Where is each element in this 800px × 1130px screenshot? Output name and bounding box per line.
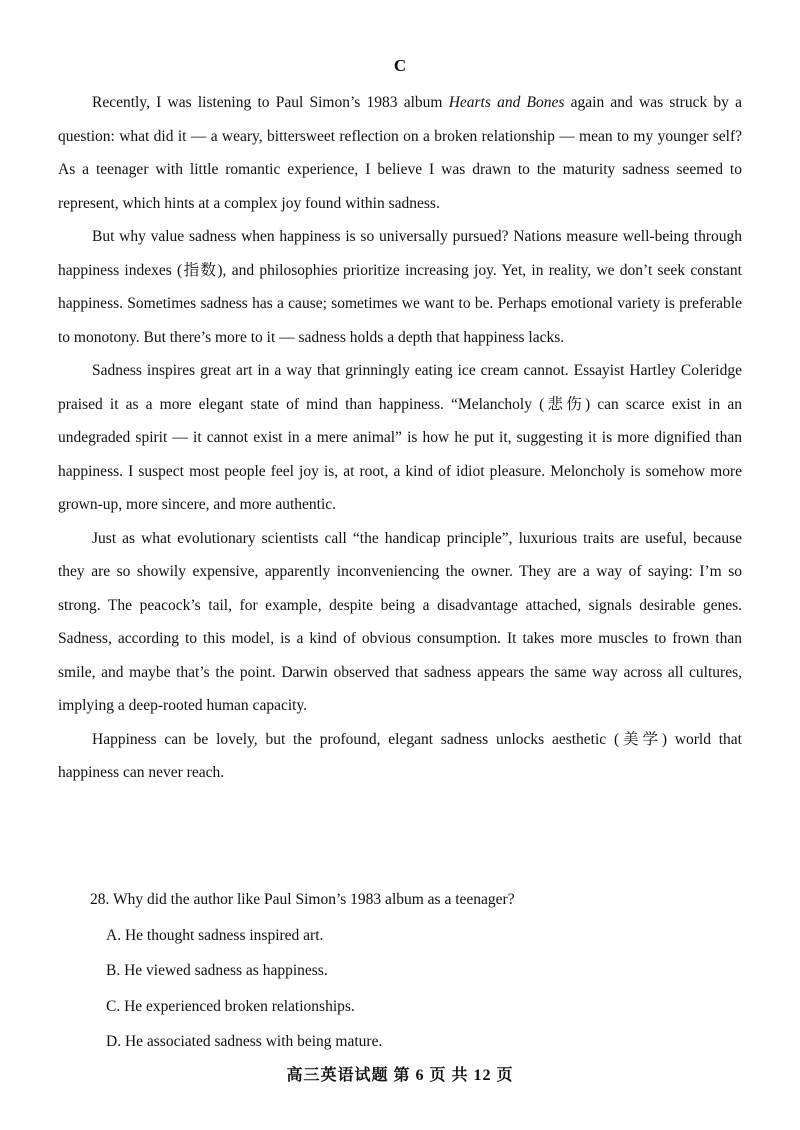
option-a: A. He thought sadness inspired art. (106, 926, 324, 944)
section-heading: C (393, 56, 407, 75)
album-title: Hearts and Bones (448, 94, 565, 111)
paragraph-3: Sadness inspires great art in a way that grinningly eating ice cream cannot. Essayist Hartley Coleridge praised it as a more elegant state of mind than happiness. “Melancholy (悲伤) can scarce exist in an undegraded spirit — it cannot exist in a mere animal” is how he put it, suggesting it is more dignified than happiness. I suspect most people feel joy is, at root, a kind of idiot pleasure. Meloncholy is somehow more grown-up, more sincere, and more authentic. (58, 362, 742, 513)
paragraph-2: But why value sadness when happiness is so universally pursued? Nations measure well-being through happiness indexes (指数), and philosophies prioritize increasing joy. Yet, in reality, we don’t seek constant happiness. Sometimes sadness has a cause; sometimes we want to be. Perhaps emotional variety is preferable to monotony. But there’s more to it — sadness holds a depth that happiness lacks. (58, 228, 742, 346)
reading-passage (58, 86, 742, 790)
option-c: C. He experienced broken relationships. (106, 997, 355, 1015)
paragraph-4: Just as what evolutionary scientists call “the handicap principle”, luxurious traits are useful, because they are so showily expensive, apparently inconveniencing the owner. They are a way of saying: I’m so strong. The peacock’s tail, for example, despite being a disadvantage attached, signals desirable genes. Sadness, according to this model, is a kind of obvious consumption. It takes more muscles to frown than smile, and maybe that’s the point. Darwin observed that sadness appears the same way across all cultures, implying a deep-rooted human capacity. (58, 529, 742, 714)
paragraph-1-text-a: Recently, I was listening to Paul Simon’s 1983 album (92, 94, 449, 111)
paragraph-1-text-b: again and was struck by a question: what did it — a weary, bittersweet reflection on a broken relationship — mean to my younger self? As a teenager with little romantic experience, I believe I was drawn to the maturity sadness seemed to represent, which hints at a complex joy found within sadness. (58, 94, 743, 212)
paragraph-1 (58, 86, 742, 220)
question-stem: 28. Why did the author like Paul Simon’s 1983 album as a teenager? (90, 891, 515, 908)
option-b: B. He viewed sadness as happiness. (106, 962, 328, 979)
question-28 (90, 882, 750, 1060)
option-d: D. He associated sadness with being mature. (106, 1033, 383, 1050)
paragraph-5: Happiness can be lovely, but the profound, elegant sadness unlocks aesthetic (美学) world that happiness can never reach. (58, 730, 742, 781)
page-footer: 高三英语试题 第 6 页 共 12 页 (286, 1067, 514, 1084)
